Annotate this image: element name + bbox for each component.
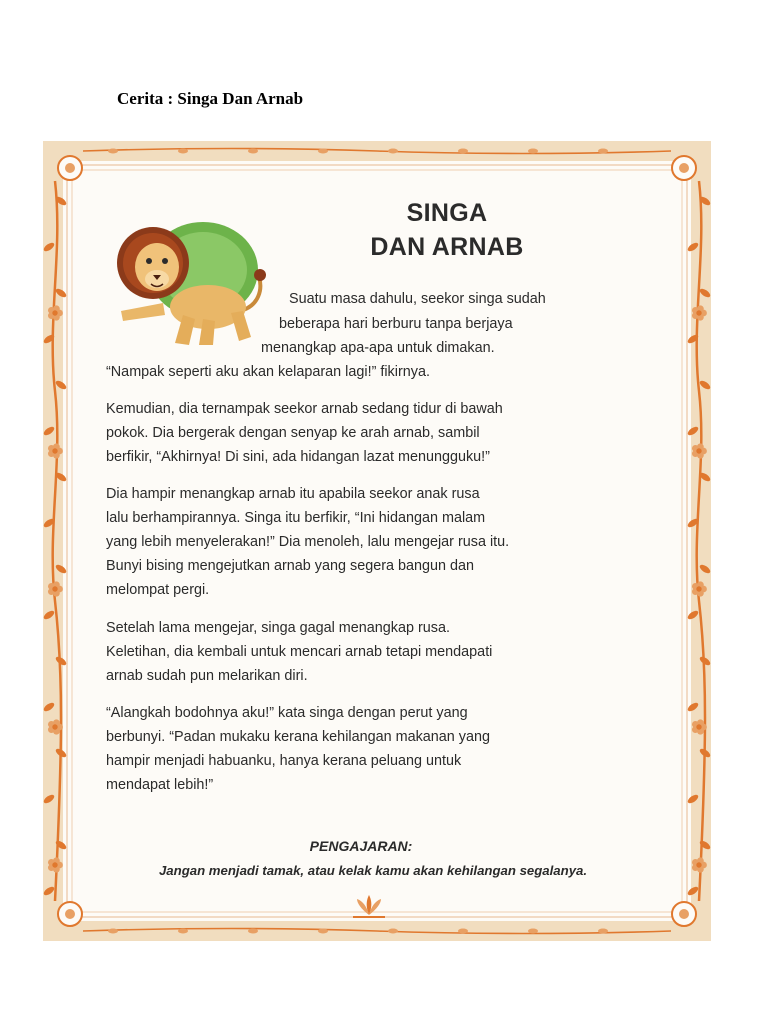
runner-leaf: [598, 149, 608, 154]
flower-center: [52, 448, 57, 453]
flower-center: [52, 586, 57, 591]
runner-leaf: [108, 929, 118, 934]
story-line: lalu berhampirannya. Singa itu berfikir, “Ini hidangan malam: [106, 510, 486, 526]
story-line: berbunyi. “Padan mukaku kerana kehilangan makanan yang: [106, 729, 491, 745]
runner-leaf: [248, 149, 258, 154]
corner-ornament-top-left: [58, 156, 82, 180]
runner-leaf: [598, 929, 608, 934]
story-line: Suatu masa dahulu, seekor singa sudah: [289, 291, 546, 307]
story-line: Kemudian, dia ternampak seekor arnab sedang tidur di bawah: [106, 401, 503, 417]
corner-ornament-bottom-right: [672, 902, 696, 926]
flower-center: [696, 448, 701, 453]
story-line: Keletihan, dia kembali untuk mencari arnab tetapi mendapati: [106, 644, 493, 660]
corner-ornament-bottom-left: [58, 902, 82, 926]
vine-leaf: [43, 609, 56, 621]
story-line: beberapa hari berburu tanpa berjaya: [279, 316, 513, 332]
flower-center: [696, 862, 701, 867]
story-line: Dia hampir menangkap arnab itu apabila seekor anak rusa: [106, 486, 480, 502]
corner-ornament-top-right: [672, 156, 696, 180]
moral-title: PENGAJARAN:: [309, 838, 413, 854]
story-line: mendapat lebih!”: [106, 777, 214, 793]
runner-leaf: [528, 149, 538, 154]
flower-center: [696, 586, 701, 591]
story-line: yang lebih menyelerakan!” Dia menoleh, lalu mengejar rusa itu.: [106, 534, 510, 550]
vine-leaf: [698, 563, 711, 575]
story-title-line-2: DAN ARNAB: [370, 233, 524, 261]
flower-center: [696, 310, 701, 315]
runner-leaf: [458, 149, 468, 154]
lion-illustration: [103, 215, 273, 355]
runner-leaf: [108, 149, 118, 154]
runner-leaf: [388, 929, 398, 934]
document-heading: Cerita : Singa Dan Arnab: [117, 89, 304, 108]
runner-leaf: [528, 929, 538, 934]
moral-text: Jangan menjadi tamak, atau kelak kamu akan kehilangan segalanya.: [158, 863, 588, 878]
vine-leaf: [698, 379, 711, 391]
flower-center: [52, 310, 57, 315]
story-line: “Nampak seperti aku akan kelaparan lagi!” fikirnya.: [106, 364, 430, 380]
vine-leaf: [43, 793, 56, 805]
runner-leaf: [458, 929, 468, 934]
story-line: melompat pergi.: [106, 582, 210, 598]
runner-leaf: [178, 149, 188, 154]
story-line: pokok. Dia bergerak dengan senyap ke arah arnab, sambil: [106, 425, 480, 441]
vine-leaf: [43, 885, 56, 897]
vine-leaf: [43, 241, 56, 253]
story-line: “Alangkah bodohnya aku!” kata singa dengan perut yang: [106, 705, 468, 721]
story-line: Setelah lama mengejar, singa gagal menangkap rusa.: [106, 620, 450, 636]
story-line: berfikir, “Akhirnya! Di sini, ada hidangan lazat menungguku!”: [106, 449, 490, 465]
story-line: menangkap apa-apa untuk dimakan.: [261, 340, 495, 356]
runner-bottom: [83, 929, 671, 934]
runner-leaf: [388, 149, 398, 154]
story-title-line-1: SINGA: [406, 199, 488, 227]
story-line: Bunyi bising mengejutkan arnab yang segera bangun dan: [106, 558, 475, 574]
story-line: arnab sudah pun melarikan diri.: [106, 668, 308, 684]
story-card: [43, 141, 711, 941]
flower-center: [696, 724, 701, 729]
runner-leaf: [318, 149, 328, 154]
vine-leaf: [43, 425, 56, 437]
runner-top: [83, 149, 671, 154]
runner-leaf: [178, 929, 188, 934]
vine-leaf: [43, 701, 56, 713]
runner-leaf: [318, 929, 328, 934]
story-line: hampir menjadi habuanku, hanya kerana peluang untuk: [106, 753, 462, 769]
vine-leaf: [698, 287, 711, 299]
runner-leaf: [248, 929, 258, 934]
flower-center: [52, 724, 57, 729]
flower-center: [52, 862, 57, 867]
